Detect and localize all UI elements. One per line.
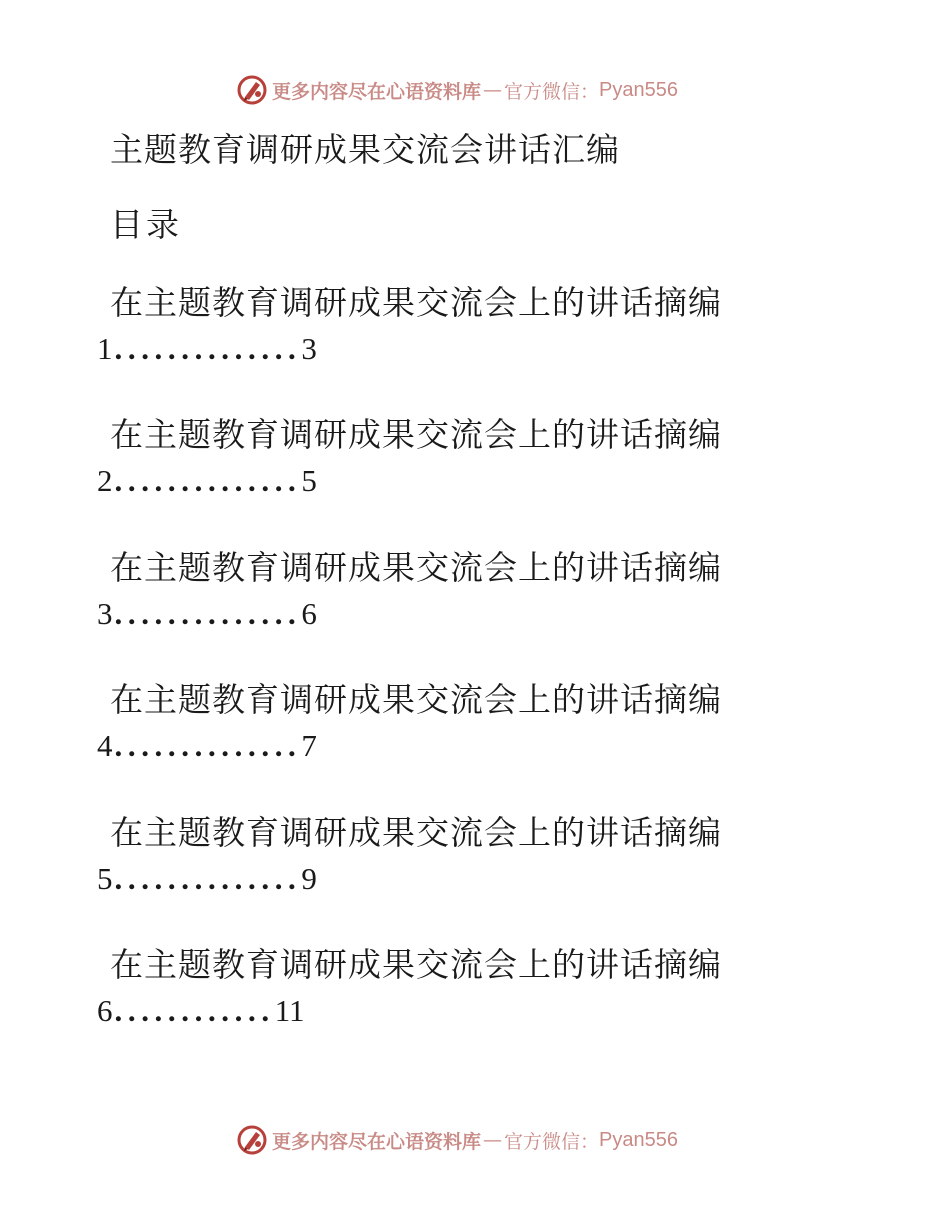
toc-entry-number: 5 [97,861,113,896]
toc-entry-index [97,728,317,764]
header-banner [236,72,678,108]
banner-wechat-id: Pyan556 [599,78,678,101]
toc-entry-title: 在主题教育调研成果交流会上的讲话摘编 [110,415,722,454]
toc-entry-title: 在主题教育调研成果交流会上的讲话摘编 [110,680,722,719]
toc-entry-title: 在主题教育调研成果交流会上的讲话摘编 [110,283,722,322]
toc-leader-dots: .............. [114,596,302,631]
footer-banner [236,1122,678,1158]
banner-wechat-label: 官方微信： [504,80,600,103]
banner-wechat-id: Pyan556 [599,1128,678,1151]
banner-dash: — [483,79,503,101]
toc-entry-index [97,331,317,367]
toc-entry-title: 在主题教育调研成果交流会上的讲话摘编 [110,548,722,587]
toc-entry-index [97,861,317,897]
toc-leader-dots: .............. [114,861,302,896]
toc-entry-number: 2 [97,463,113,498]
toc-entry-page: 3 [301,331,317,366]
toc-entry-index [97,596,317,632]
toc-entry-index [97,463,317,499]
banner-dash: — [483,1129,503,1151]
toc-entry-page: 5 [301,463,317,498]
toc-entry-title: 在主题教育调研成果交流会上的讲话摘编 [110,945,722,984]
banner-wechat-label: 官方微信： [504,1130,600,1153]
toc-entry-number: 1 [97,331,113,366]
toc-entry-index [97,993,305,1029]
toc-leader-dots: .............. [114,463,302,498]
pen-logo-icon [236,1124,268,1156]
toc-entry-page: 9 [301,861,317,896]
toc-entry-page: 7 [301,728,317,763]
toc-entry-page: 11 [274,993,305,1028]
toc-entry-title: 在主题教育调研成果交流会上的讲话摘编 [110,813,722,852]
toc-leader-dots: ............ [114,993,275,1028]
toc-entry-number: 4 [97,728,113,763]
toc-leader-dots: .............. [114,331,302,366]
document-title: 主题教育调研成果交流会讲话汇编 [110,130,620,169]
toc-entry-number: 6 [97,993,113,1028]
banner-text: 更多内容尽在心语资料库 [272,1130,482,1153]
toc-heading: 目录 [110,205,182,244]
banner-text: 更多内容尽在心语资料库 [272,80,482,103]
toc-entry-number: 3 [97,596,113,631]
toc-entry-page: 6 [301,596,317,631]
toc-leader-dots: .............. [114,728,302,763]
pen-logo-icon [236,74,268,106]
